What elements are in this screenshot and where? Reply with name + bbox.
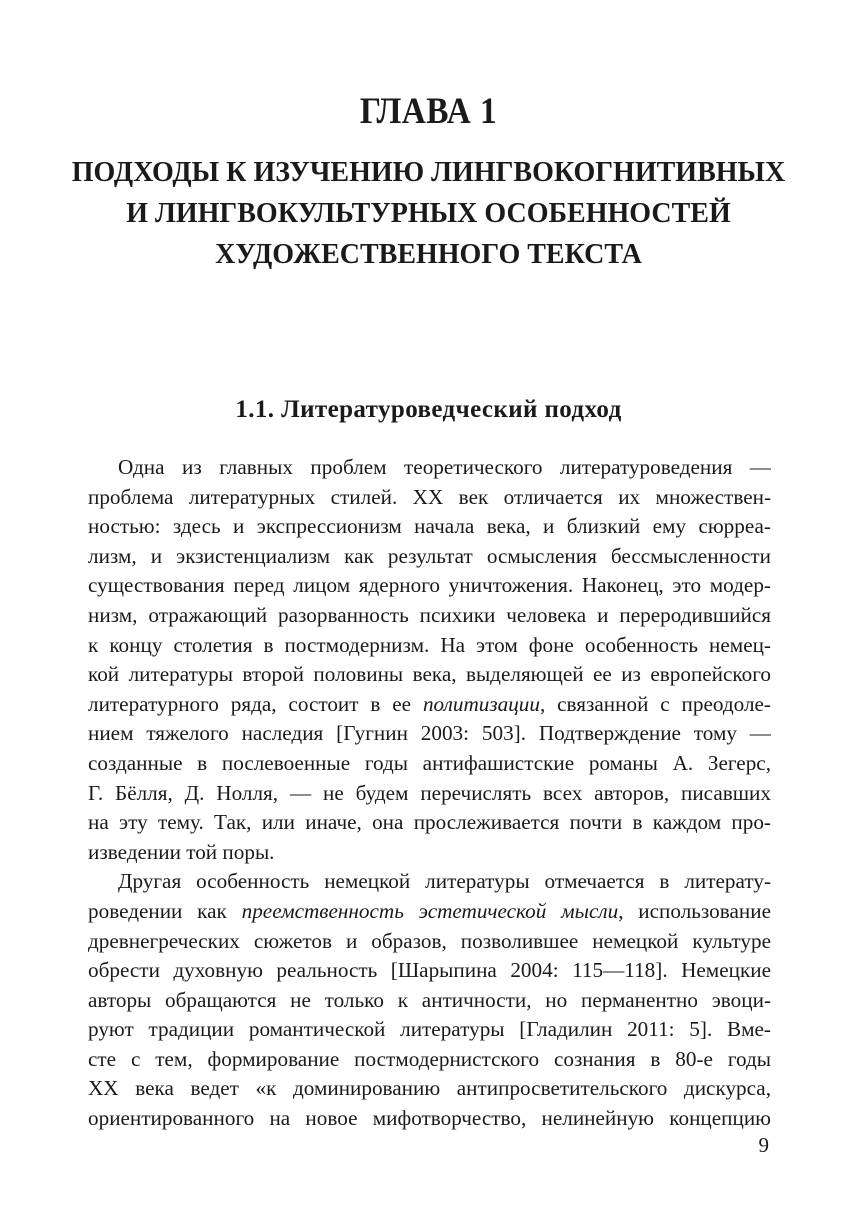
- text-fragment: роведении как: [88, 898, 242, 923]
- text-line: изведении той поры.: [88, 839, 275, 864]
- text-fragment: литературного ряда, состоит в ее: [88, 691, 423, 716]
- text-line: Одна из главных проблем теоретического литературоведения —: [118, 455, 771, 479]
- chapter-title-line: И ЛИНГВОКУЛЬТУРНЫХ ОСОБЕННОСТЕЙ: [126, 198, 731, 229]
- text-line: кой литературы второй половины века, выделяющей ее из европейского: [88, 662, 771, 687]
- emphasized-term: политизации: [422, 691, 540, 716]
- text-line: ностью: здесь и экспрессионизм начала века, и близкий ему сюрреа-: [88, 514, 771, 539]
- text-line: созданные в послевоенные годы антифашистские романы А. Зегерс,: [88, 750, 771, 775]
- text-line: лизм, и экзистенциализм как результат осмысления бессмысленности: [88, 543, 771, 568]
- text-line: проблема литературных стилей. XX век отличается их множествен-: [88, 484, 771, 509]
- text-line: нием тяжелого наследия [Гугнин 2003: 503]. Подтверждение тому —: [88, 721, 771, 746]
- chapter-title-line: ХУДОЖЕСТВЕННОГО ТЕКСТА: [215, 239, 642, 270]
- text-fragment: , связанной с преодоле-: [539, 691, 771, 716]
- chapter-title-line: ПОДХОДЫ К ИЗУЧЕНИЮ ЛИНГВОКОГНИТИВНЫХ: [71, 157, 786, 188]
- text-line: древнегреческих сюжетов и образов, позволившее немецкой культуре: [88, 928, 771, 953]
- page-number: 9: [758, 1133, 769, 1157]
- text-line: XX века ведет «к доминированию антипросветительского дискурса,: [88, 1076, 771, 1101]
- text-line: руют традиции романтической литературы [Гладилин 2011: 5]. Вме-: [88, 1017, 771, 1042]
- text-line: к концу столетия в постмодернизм. На этом фоне особенность немец-: [88, 632, 771, 657]
- text-line: низм, отражающий разорванность психики человека и переродившийся: [88, 602, 771, 627]
- text-line: существования перед лицом ядерного уничтожения. Наконец, это модер-: [88, 573, 771, 598]
- chapter-title: [60, 152, 797, 275]
- section-title: 1.1. Литературоведческий подход: [235, 396, 622, 423]
- text-line: авторы обращаются не только к античности, но перманентно эвоци-: [88, 987, 771, 1012]
- text-line: [88, 897, 771, 927]
- text-line: ориентированного на новое мифотворчество, нелинейную концепцию: [88, 1106, 771, 1131]
- text-fragment: , использование: [618, 898, 771, 923]
- text-line: Г. Бёлля, Д. Нолля, — не будем перечислять всех авторов, писавших: [88, 780, 771, 805]
- text-line: сте с тем, формирование постмодернистского сознания в 80-е годы: [88, 1046, 771, 1071]
- chapter-label: ГЛАВА 1: [359, 91, 498, 132]
- text-line: [88, 690, 771, 720]
- emphasized-term: преемственность эстетической мысли: [241, 898, 619, 923]
- body-text: [88, 453, 771, 1134]
- text-line: Другая особенность немецкой литературы отмечается в литерату-: [118, 869, 771, 894]
- text-line: на эту тему. Так, или иначе, она прослеживается почти в каждом про-: [88, 810, 771, 835]
- text-line: обрести духовную реальность [Шарыпина 2004: 115—118]. Немецкие: [88, 958, 771, 983]
